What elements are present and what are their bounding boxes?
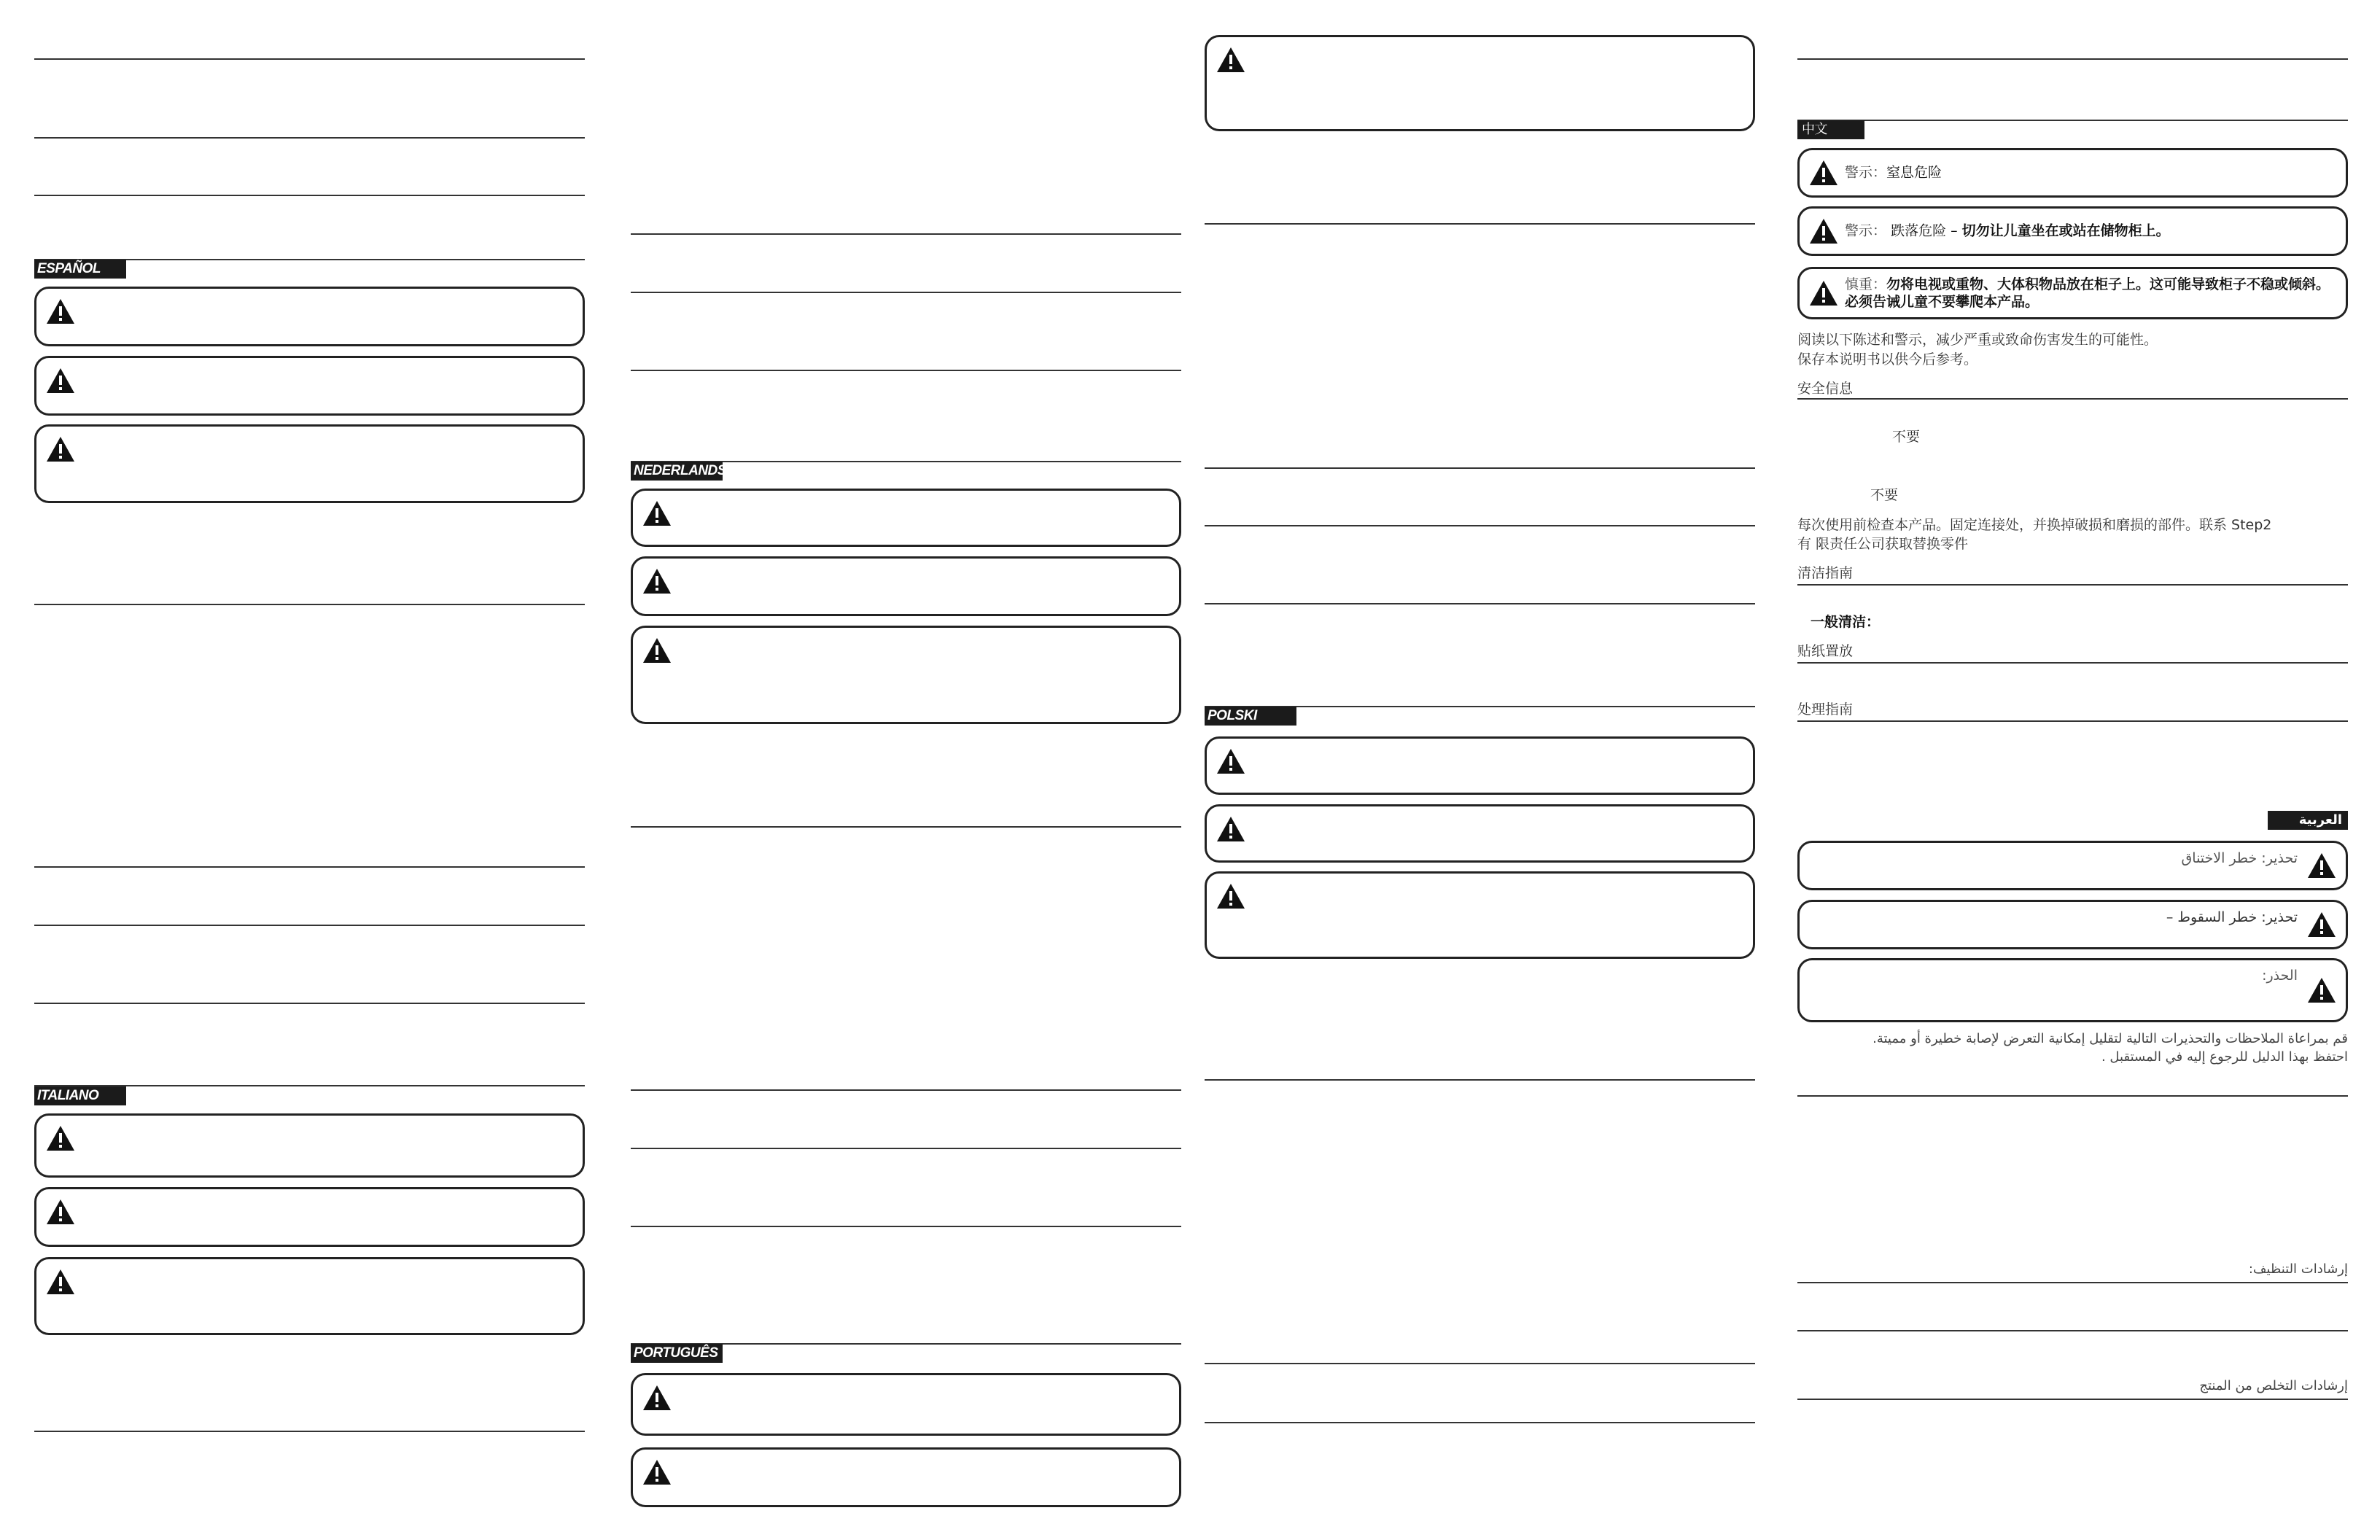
disposal-heading: 处理指南 (1797, 701, 1854, 718)
warning-text: 跌落危险 – (1891, 222, 1962, 239)
warning-icon (2306, 911, 2337, 938)
warning-text-ar: تحذير: خطر الاختناق (2181, 850, 2298, 866)
safety-item-dont: 不要 (1892, 429, 1921, 445)
section-rule (1205, 603, 1755, 604)
warning-text: 窒息危险 (1886, 164, 1942, 181)
section-rule (1205, 223, 1755, 225)
warning-icon (2306, 852, 2337, 879)
warning-box-fall (1797, 206, 2348, 256)
section-rule (1205, 525, 1755, 526)
warning-box-choking (1797, 148, 2348, 198)
section-rule (631, 292, 1181, 293)
warning-icon (642, 637, 672, 664)
section-rule (1797, 662, 2348, 664)
warning-box-fall-ar (1797, 900, 2348, 949)
section-rule (1797, 398, 2348, 400)
section-rule (34, 604, 585, 605)
safety-item-dont: 不要 (1870, 487, 1899, 503)
warning-icon (1216, 46, 1246, 74)
cleaning-heading-ar: إرشادات التنظيف: (2248, 1261, 2348, 1277)
section-rule (1797, 58, 2348, 60)
caution-box (631, 626, 1181, 724)
language-tab-polish: POLSKI (1205, 707, 1296, 726)
warning-box (1205, 804, 1755, 863)
warning-icon (45, 1198, 76, 1226)
section-rule (1797, 720, 2348, 722)
warning-icon (45, 298, 76, 325)
section-rule (34, 1003, 585, 1004)
intro-line-1-ar: قم بمراعاة الملاحظات والتحذيرات التالية لتقليل إمكانية التعرض لإصابة خطيرة أو مميتة. (1872, 1031, 2348, 1046)
section-rule (631, 1226, 1181, 1227)
warning-box-choking-ar (1797, 841, 2348, 890)
caution-box (1205, 871, 1755, 959)
warning-box (631, 556, 1181, 616)
warning-icon (1808, 217, 1839, 245)
language-tab-portuguese: PORTUGUÊS (631, 1344, 723, 1363)
warning-icon (45, 367, 76, 394)
warning-label: 警示： (1845, 164, 1887, 181)
language-tab-arabic: العربية (2268, 811, 2348, 830)
section-rule (1797, 120, 2348, 121)
caution-box (34, 424, 585, 503)
disposal-heading-ar: إرشادات التخلص من المنتج (2199, 1378, 2348, 1393)
section-rule (1205, 1363, 1755, 1364)
section-rule (631, 370, 1181, 371)
warning-icon (1216, 747, 1246, 775)
section-rule (1797, 1095, 2348, 1097)
language-tab-dutch: NEDERLANDS (631, 462, 723, 481)
caution-box (34, 1257, 585, 1335)
warning-box (1205, 736, 1755, 795)
warning-emphasis: 切勿让儿童坐在或站在储物柜上。 (1961, 222, 2170, 239)
caution-text-ar: الحذر: (2262, 968, 2298, 984)
section-rule (1205, 1422, 1755, 1423)
sticker-heading: 贴纸置放 (1797, 643, 1854, 659)
warning-icon (1216, 882, 1246, 910)
caution-box (1205, 35, 1755, 131)
warning-box (34, 287, 585, 346)
section-rule (34, 866, 585, 868)
warning-icon (642, 1384, 672, 1412)
warning-label: 警示： (1845, 222, 1887, 239)
section-rule (34, 195, 585, 196)
warning-icon (45, 1268, 76, 1296)
caution-box-tipover (1797, 267, 2348, 319)
warning-box (34, 1113, 585, 1178)
warning-icon (1216, 815, 1246, 843)
section-rule (34, 137, 585, 139)
safety-heading: 安全信息 (1797, 381, 1854, 397)
caution-label: 慎重： (1845, 276, 1887, 292)
section-rule (34, 58, 585, 60)
column-2 (631, 0, 1181, 1540)
warning-icon (45, 435, 76, 463)
warning-icon (642, 1458, 672, 1486)
warning-icon (1808, 279, 1839, 307)
inspect-line-2: 有 限责任公司获取替换零件 (1797, 536, 1969, 552)
section-rule (1205, 467, 1755, 469)
section-rule (631, 826, 1181, 828)
language-tab-italian: ITALIANO (34, 1086, 126, 1105)
caution-text: 勿将电视或重物、大体积物品放在柜子上。这可能导致柜子不稳或倾斜。必须告诫儿童不要攀爬本产品。 (1845, 276, 2330, 310)
section-rule (34, 925, 585, 926)
cleaning-heading: 清洁指南 (1797, 565, 1854, 581)
intro-line-2-ar: احتفظ بهذا الدليل للرجوع إليه في المستقبل . (2101, 1049, 2348, 1065)
warning-icon (1808, 159, 1839, 187)
section-rule (34, 1431, 585, 1432)
warning-box (34, 1187, 585, 1247)
column-4 (1797, 0, 2348, 1540)
warning-icon (2306, 976, 2337, 1004)
section-rule (631, 1148, 1181, 1149)
section-rule (631, 1089, 1181, 1091)
warning-box (631, 1373, 1181, 1436)
column-3 (1205, 0, 1755, 1540)
general-cleaning-label: 一般清洁： (1811, 614, 1881, 630)
warning-icon (642, 499, 672, 527)
section-rule (1797, 584, 2348, 586)
caution-box-ar (1797, 958, 2348, 1022)
language-tab-spanish: ESPAÑOL (34, 260, 126, 279)
warning-box (631, 1447, 1181, 1507)
column-1 (34, 0, 585, 1540)
language-tab-chinese: 中文 (1797, 120, 1864, 139)
warning-box (34, 356, 585, 416)
inspect-line-1: 每次使用前检查本产品。固定连接处，并换掉破损和磨损的部件。联系 Step2 (1797, 517, 2272, 533)
section-rule (1797, 1282, 2348, 1283)
intro-line-1: 阅读以下陈述和警示，减少严重或致命伤害发生的可能性。 (1797, 332, 2158, 348)
warning-text-ar: تحذير: خطر السقوط – (2166, 909, 2298, 925)
warning-box (631, 489, 1181, 547)
section-rule (1205, 1079, 1755, 1081)
section-rule (631, 233, 1181, 235)
warning-icon (642, 567, 672, 595)
warning-icon (45, 1124, 76, 1152)
section-rule (1797, 1399, 2348, 1400)
intro-line-2: 保存本说明书以供今后参考。 (1797, 351, 1978, 368)
section-rule (1797, 1330, 2348, 1331)
